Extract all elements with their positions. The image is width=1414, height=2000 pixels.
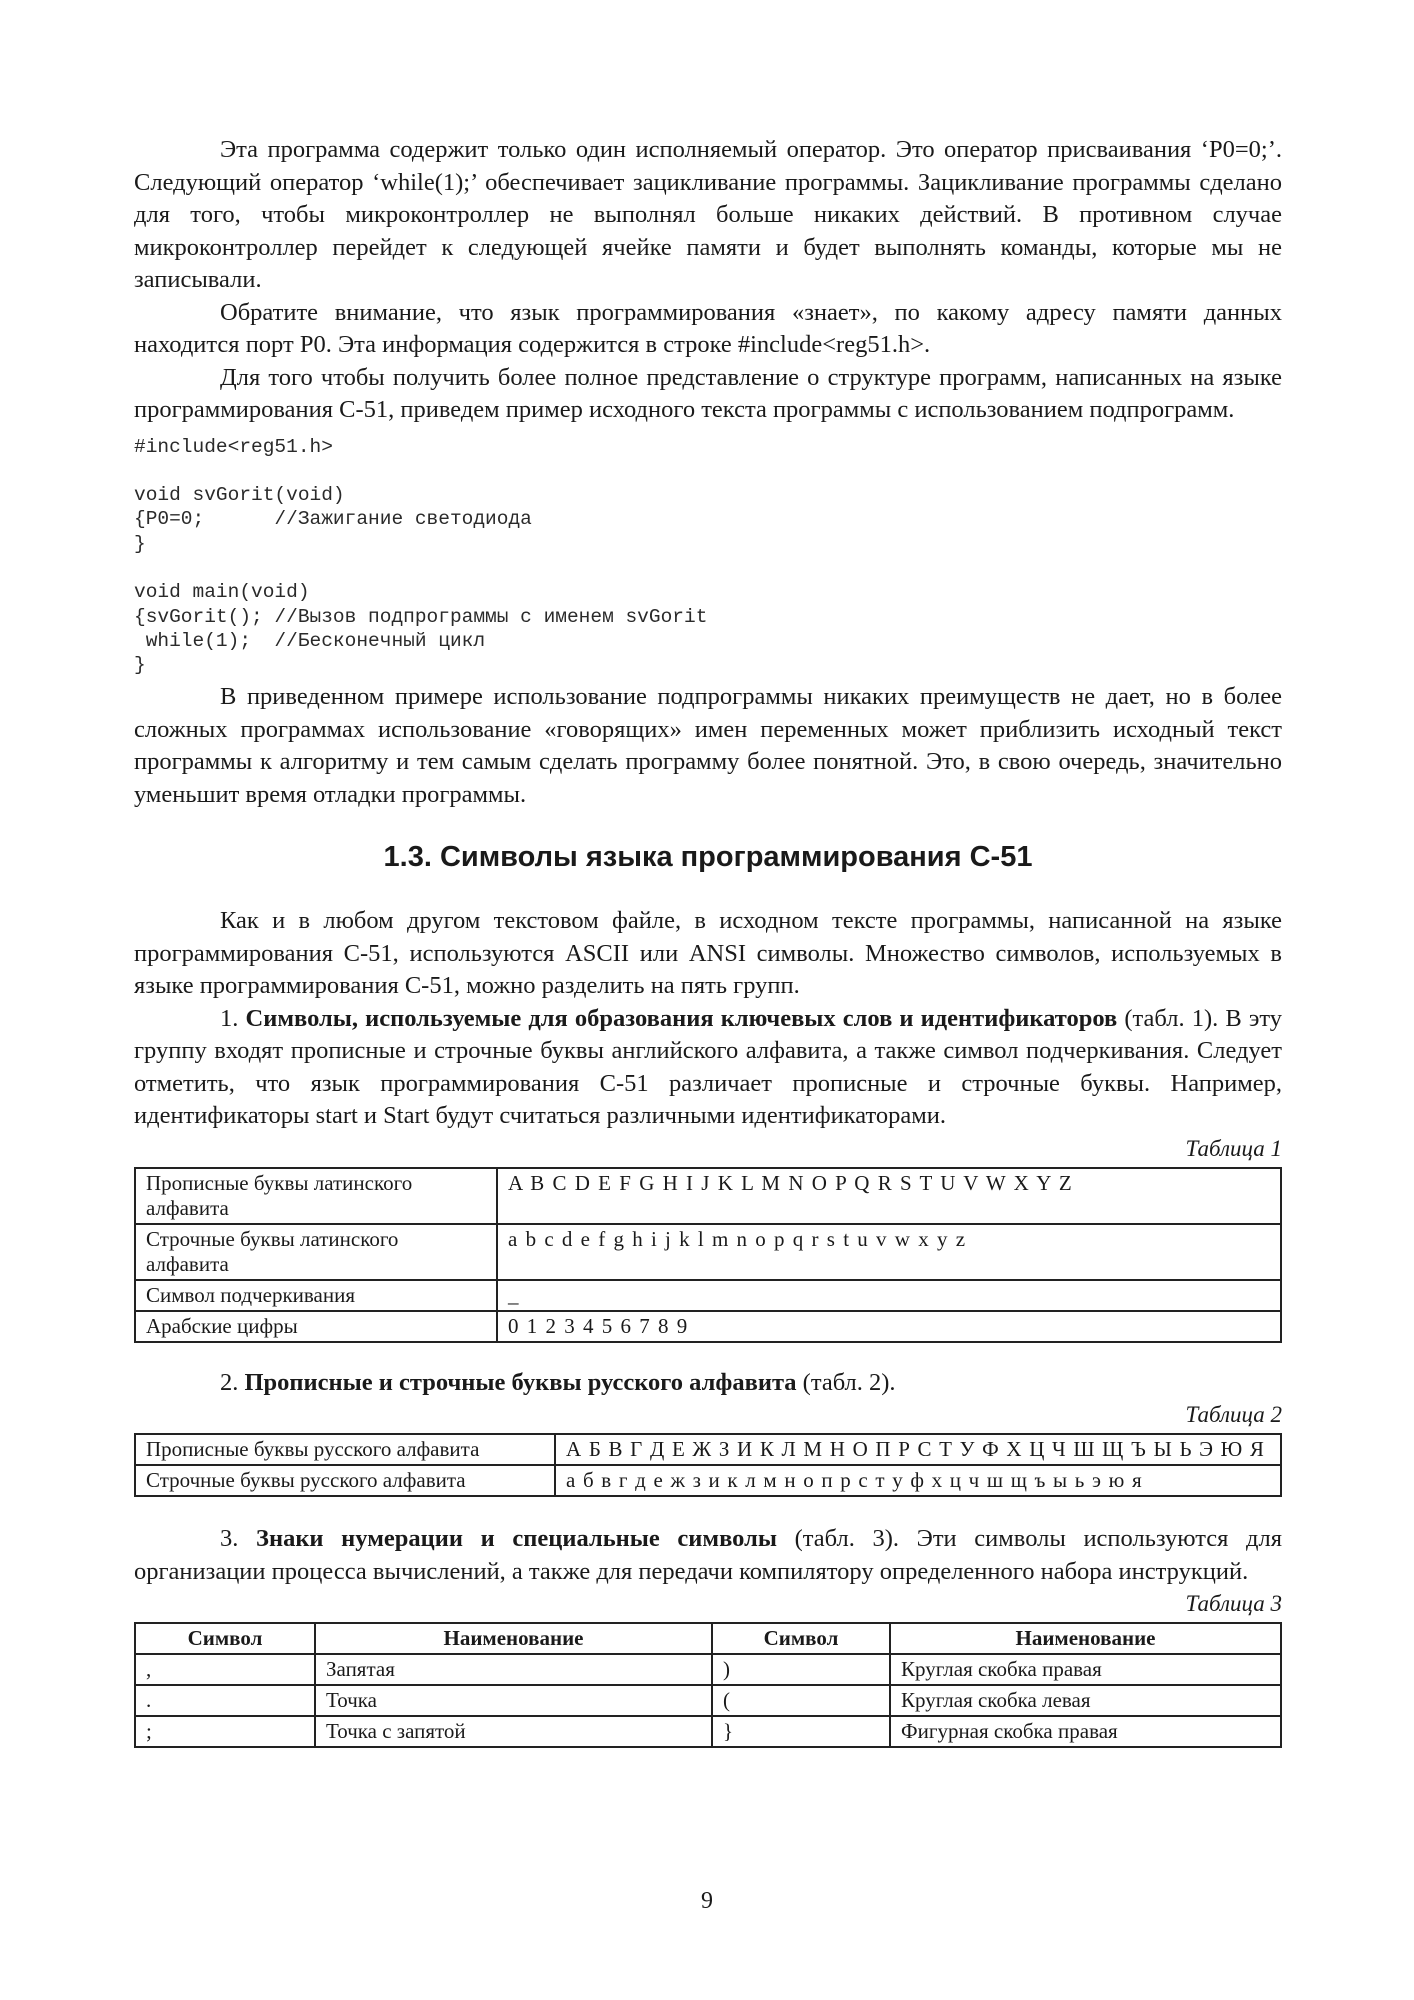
page-number: 9	[701, 1888, 713, 1914]
table-cell: .	[135, 1685, 315, 1716]
column-header: Символ	[135, 1623, 315, 1654]
paragraph: Как и в любом другом текстовом файле, в исходном тексте программы, написанной на языке программирования С-51, используются ASCII или ANSI символы. Множество символов, используемых в языке программирования С-51, можно разделить на пять групп.	[134, 907, 1282, 1000]
group-title: Прописные и строчные буквы русского алфавита	[244, 1368, 797, 1396]
table-cell: Прописные буквы латинского алфавита	[135, 1168, 497, 1224]
table-1	[134, 1167, 1282, 1343]
table-cell: Запятая	[315, 1654, 712, 1685]
table-row	[135, 1716, 1281, 1747]
paragraph: Для того чтобы получить более полное представление о структуре программ, написанных на языке программирования С-51, приведем пример исходного текста программы с использованием подпрограмм.	[134, 363, 1282, 423]
table-cell: Арабские цифры	[135, 1311, 497, 1342]
table-cell: А Б В Г Д Е Ж З И К Л М Н О П Р С Т У Ф Х Ц Ч Ш Щ Ъ Ы Ь Э Ю Я	[555, 1434, 1281, 1465]
table-row	[135, 1465, 1281, 1496]
table-cell: Символ подчеркивания	[135, 1280, 497, 1311]
paragraph: Эта программа содержит только один исполняемый оператор. Это оператор присваивания ‘P0=0;’. Следующий оператор ‘while(1);’ обеспечивает зацикливание программы. Зацикливание программы сделано для того, чтобы микроконтроллер не выполнял больше никаких действий. В противном случае микроконтроллер перейдет к следующей ячейке памяти и будет выполнять команды, которые мы не записывали.	[134, 136, 1282, 293]
group-3-paragraph	[134, 1523, 1282, 1588]
table-cell: Строчные буквы латинского алфавита	[135, 1224, 497, 1280]
table-cell: A B C D E F G H I J K L M N O P Q R S T U V W X Y Z	[497, 1168, 1281, 1224]
column-header: Наименование	[315, 1623, 712, 1654]
table-cell: Круглая скобка правая	[890, 1654, 1281, 1685]
group-title: Знаки нумерации и специальные символы	[256, 1525, 777, 1553]
table-cell: Прописные буквы русского алфавита	[135, 1434, 555, 1465]
table-cell: Точка	[315, 1685, 712, 1716]
group-title: Символы, используемые для образования ключевых слов и идентификаторов	[245, 1004, 1118, 1032]
table-caption: Таблица 1	[1185, 1135, 1282, 1161]
table-cell: )	[712, 1654, 890, 1685]
group-number: 1.	[220, 1004, 239, 1032]
table-cell: а б в г д е ж з и к л м н о п р с т у ф х ц ч ш щ ъ ы ь э ю я	[555, 1465, 1281, 1496]
table-row	[135, 1654, 1281, 1685]
table-row	[135, 1434, 1281, 1465]
table-cell: Строчные буквы русского алфавита	[135, 1465, 555, 1496]
column-header: Наименование	[890, 1623, 1281, 1654]
group-2-paragraph	[134, 1367, 1282, 1400]
group-text: (табл. 2).	[802, 1368, 896, 1396]
table-row	[135, 1311, 1281, 1342]
group-1-paragraph	[134, 1003, 1282, 1133]
table-cell: Круглая скобка левая	[890, 1685, 1281, 1716]
table-cell: (	[712, 1685, 890, 1716]
table-2	[134, 1433, 1282, 1497]
table-caption: Таблица 2	[1185, 1402, 1282, 1428]
paragraph: Обратите внимание, что язык программирования «знает», по какому адресу памяти данных находится порт P0. Эта информация содержится в строке #include<reg51.h>.	[134, 298, 1282, 358]
table-3	[134, 1622, 1282, 1748]
group-number: 2.	[220, 1368, 239, 1396]
group-text: (табл. 3). Эти символы используются для организации процесса вычислений, а также для передачи компилятору определенного набора инструкций.	[134, 1525, 1283, 1585]
section-title: 1.3. Символы языка программирования С-51	[383, 841, 1033, 874]
table-cell: }	[712, 1716, 890, 1747]
group-number: 3.	[220, 1525, 239, 1553]
table-cell: Точка с запятой	[315, 1716, 712, 1747]
table-row	[135, 1168, 1281, 1224]
code-listing: #include<reg51.h> void svGorit(void) {P0=0; //Зажигание светодиода } void main(void) {svGorit(); //Вызов подпрограммы с именем svGorit while(1); //Бесконечный цикл }	[134, 435, 708, 677]
table-cell: _	[497, 1280, 1281, 1311]
table-cell: a b c d e f g h i j k l m n o p q r s t u v w x y z	[497, 1224, 1281, 1280]
table-cell: ,	[135, 1654, 315, 1685]
column-header: Символ	[712, 1623, 890, 1654]
table-cell: 0 1 2 3 4 5 6 7 8 9	[497, 1311, 1281, 1342]
table-row	[135, 1224, 1281, 1280]
paragraph: В приведенном примере использование подпрограммы никаких преимуществ не дает, но в более сложных программах использование «говорящих» имен переменных может приблизить исходный текст программы к алгоритму и тем самым сделать программу более понятной. Это, в свою очередь, значительно уменьшит время отладки программы.	[134, 683, 1282, 808]
group-text: (табл. 1). В эту группу входят прописные и строчные буквы английского алфавита, а также символ подчеркивания. Следует отметить, что язык программирования С-51 различает прописные и строчные буквы. Например, идентификаторы start и Start будут считаться различными идентификаторами.	[134, 1004, 1283, 1130]
table-row	[135, 1280, 1281, 1311]
table-cell: Фигурная скобка правая	[890, 1716, 1281, 1747]
table-cell: ;	[135, 1716, 315, 1747]
table-row	[135, 1685, 1281, 1716]
table-header-row	[135, 1623, 1281, 1654]
table-caption: Таблица 3	[1185, 1591, 1282, 1617]
page-body	[134, 134, 1282, 1748]
